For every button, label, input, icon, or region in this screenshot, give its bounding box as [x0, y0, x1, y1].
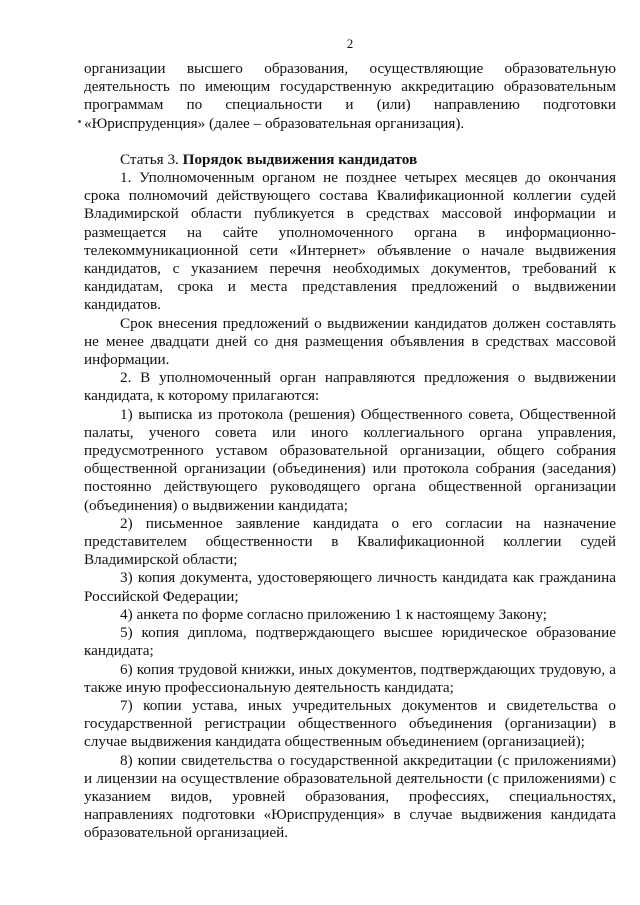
article-heading [84, 151, 616, 169]
list-item-3: 3) копия документа, удостоверяющего личность кандидата как гражданина Российской Федерации; [84, 569, 616, 605]
intro-paragraph: организации высшего образования, осуществляющие образовательную деятельность по имеющим государственную аккредитацию образовательным программам по специальности и (или) направлению подготовки «Юриспруденция» (далее – образовательная организация). [84, 60, 616, 132]
list-item-4: 4) анкета по форме согласно приложению 1 к настоящему Закону; [120, 605, 547, 623]
list-item-1: 1) выписка из протокола (решения) Общественного совета, Общественной палаты, ученого совета или иного коллегиального органа управления, предусмотренного уставом образовательной организации, общего собрания общественной организации (объединения) или протокола собрания (заседания) постоянно действующего руководящего органа общественной организации (объединения) о выдвижении кандидата; [84, 405, 616, 514]
article-title: Порядок выдвижения кандидатов [182, 150, 418, 168]
scan-artifact-dot [78, 120, 81, 123]
page-number: 2 [346, 36, 354, 51]
document-body [84, 60, 616, 843]
article-number: Статья 3. [120, 150, 179, 168]
paragraph-2: 2. В уполномоченный орган направляются предложения о выдвижении кандидата, к которому прилагаются: [84, 369, 616, 405]
paragraph-deadline: Срок внесения предложений о выдвижении кандидатов должен составлять не менее двадцати дней со дня размещения объявления в средствах массовой информации. [84, 314, 616, 369]
list-item-6: 6) копия трудовой книжки, иных документов, подтверждающих трудовую, а также иную профессиональную деятельность кандидата; [84, 660, 616, 696]
paragraph-1: 1. Уполномоченным органом не позднее четырех месяцев до окончания срока полномочий действующего состава Квалификационной коллегии судей Владимирской области публикуется в средствах массовой информации и размещается на сайте уполномоченного органа в информационно-телекоммуникационной сети «Интернет» объявление о начале выдвижения кандидатов, с указанием перечня необходимых документов, требований к кандидатам, срока и места представления предложений о выдвижении кандидатов. [84, 169, 616, 314]
list-item-5: 5) копия диплома, подтверждающего высшее юридическое образование кандидата; [84, 624, 616, 660]
list-item-8: 8) копии свидетельства о государственной аккредитации (с приложениями) и лицензии на осуществление образовательной деятельности (с приложениями) с указанием видов, уровней образования, профессиях, специальностях, направлениях подготовки «Юриспруденция» в случае выдвижения кандидата образовательной организацией. [84, 751, 616, 842]
list-item-7: 7) копии устава, иных учредительных документов и свидетельства о государственной регистрации общественного объединения (организации) в случае выдвижения кандидата общественным объединением (организацией); [84, 696, 616, 751]
list-item-2: 2) письменное заявление кандидата о его согласии на назначение представителем общественности в Квалификационной коллегии судей Владимирской области; [84, 514, 616, 569]
